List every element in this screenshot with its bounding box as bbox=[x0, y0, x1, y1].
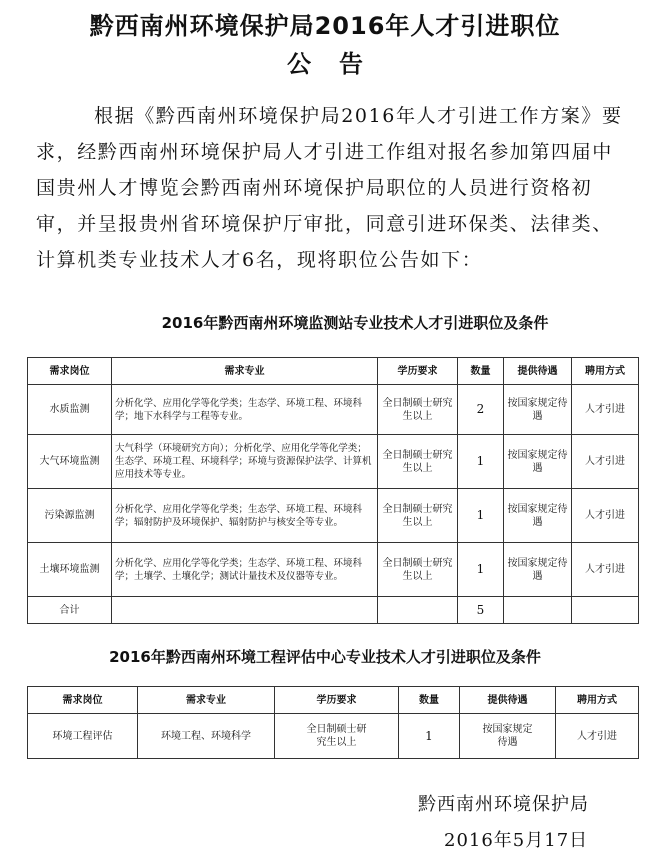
document-title: 黔西南州环境保护局2016年人才引进职位 bbox=[89, 12, 561, 40]
cell-education: 全日制硕士研究生以上 bbox=[275, 714, 399, 759]
cell-empty bbox=[504, 597, 572, 624]
cell-education: 全日制硕士研究生以上 bbox=[378, 435, 458, 489]
table-row bbox=[28, 385, 639, 435]
table-row bbox=[28, 714, 639, 759]
table-header-row bbox=[28, 358, 639, 385]
header-count: 数量 bbox=[399, 687, 460, 714]
cell-method: 人才引进 bbox=[572, 489, 639, 543]
cell-post: 大气环境监测 bbox=[28, 435, 112, 489]
cell-count: 1 bbox=[458, 435, 504, 489]
cell-count: 2 bbox=[458, 385, 504, 435]
header-post: 需求岗位 bbox=[28, 687, 138, 714]
cell-major: 分析化学、应用化学等化学类；生态学、环境工程、环境科学；地下水科学与工程等专业。 bbox=[112, 385, 378, 435]
signature-organization: 黔西南州环境保护局 bbox=[418, 794, 589, 815]
cell-education: 全日制硕士研究生以上 bbox=[378, 385, 458, 435]
cell-method: 人才引进 bbox=[572, 435, 639, 489]
body-line: 根据《黔西南州环境保护局2016年人才引进工作方案》要 bbox=[94, 105, 623, 127]
cell-education: 全日制硕士研究生以上 bbox=[378, 489, 458, 543]
body-line: 计算机类专业技术人才6名，现将职位公告如下： bbox=[36, 249, 483, 271]
table2-title: 2016年黔西南州环境工程评估中心专业技术人才引进职位及条件 bbox=[109, 648, 541, 666]
cell-empty bbox=[378, 597, 458, 624]
cell-count: 1 bbox=[399, 714, 460, 759]
header-major: 需求专业 bbox=[138, 687, 275, 714]
cell-count: 1 bbox=[458, 489, 504, 543]
signature-date: 2016年5月17日 bbox=[444, 830, 589, 851]
document-subtitle: 公告 bbox=[287, 50, 391, 78]
header-education: 学历要求 bbox=[275, 687, 399, 714]
table-row bbox=[28, 543, 639, 597]
header-education: 学历要求 bbox=[378, 358, 458, 385]
cell-method: 人才引进 bbox=[556, 714, 639, 759]
evaluation-center-table bbox=[27, 686, 639, 759]
cell-major: 大气科学（环境研究方向）；分析化学、应用化学等化学类；生态学、环境工程、环境科学；环境与资源保护法学、计算机应用技术等专业。 bbox=[112, 435, 378, 489]
cell-major: 分析化学、应用化学等化学类；生态学、环境工程、环境科学；辐射防护及环境保护、辐射防护与核安全等专业。 bbox=[112, 489, 378, 543]
cell-total-label: 合计 bbox=[28, 597, 112, 624]
header-count: 数量 bbox=[458, 358, 504, 385]
cell-major: 分析化学、应用化学等化学类；生态学、环境工程、环境科学；土壤学、土壤化学；测试计量技术及仪器等专业。 bbox=[112, 543, 378, 597]
cell-treatment: 按国家规定待遇 bbox=[504, 385, 572, 435]
header-method: 聘用方式 bbox=[572, 358, 639, 385]
cell-education: 全日制硕士研究生以上 bbox=[378, 543, 458, 597]
table-header-row bbox=[28, 687, 639, 714]
table-row bbox=[28, 489, 639, 543]
body-line: 审，并呈报贵州省环境保护厅审批，同意引进环保类、法律类、 bbox=[36, 213, 613, 235]
body-line: 求，经黔西南州环境保护局人才引进工作组对报名参加第四届中 bbox=[36, 141, 613, 163]
cell-empty bbox=[572, 597, 639, 624]
table-total-row bbox=[28, 597, 639, 624]
table-row bbox=[28, 435, 639, 489]
cell-post: 污染源监测 bbox=[28, 489, 112, 543]
cell-empty bbox=[112, 597, 378, 624]
cell-major: 环境工程、环境科学 bbox=[138, 714, 275, 759]
cell-post: 土壤环境监测 bbox=[28, 543, 112, 597]
cell-post: 环境工程评估 bbox=[28, 714, 138, 759]
cell-treatment: 按国家规定待遇 bbox=[504, 489, 572, 543]
cell-treatment: 按国家规定待遇 bbox=[460, 714, 556, 759]
cell-post: 水质监测 bbox=[28, 385, 112, 435]
body-paragraph bbox=[36, 98, 623, 278]
cell-treatment: 按国家规定待遇 bbox=[504, 543, 572, 597]
monitoring-station-table bbox=[27, 357, 639, 624]
header-method: 聘用方式 bbox=[556, 687, 639, 714]
cell-method: 人才引进 bbox=[572, 543, 639, 597]
header-major: 需求专业 bbox=[112, 358, 378, 385]
header-treatment: 提供待遇 bbox=[460, 687, 556, 714]
cell-count: 1 bbox=[458, 543, 504, 597]
cell-total-count: 5 bbox=[458, 597, 504, 624]
cell-method: 人才引进 bbox=[572, 385, 639, 435]
header-treatment: 提供待遇 bbox=[504, 358, 572, 385]
body-line: 国贵州人才博览会黔西南州环境保护局职位的人员进行资格初 bbox=[36, 177, 593, 199]
table1-title: 2016年黔西南州环境监测站专业技术人才引进职位及条件 bbox=[161, 314, 549, 332]
cell-treatment: 按国家规定待遇 bbox=[504, 435, 572, 489]
header-post: 需求岗位 bbox=[28, 358, 112, 385]
